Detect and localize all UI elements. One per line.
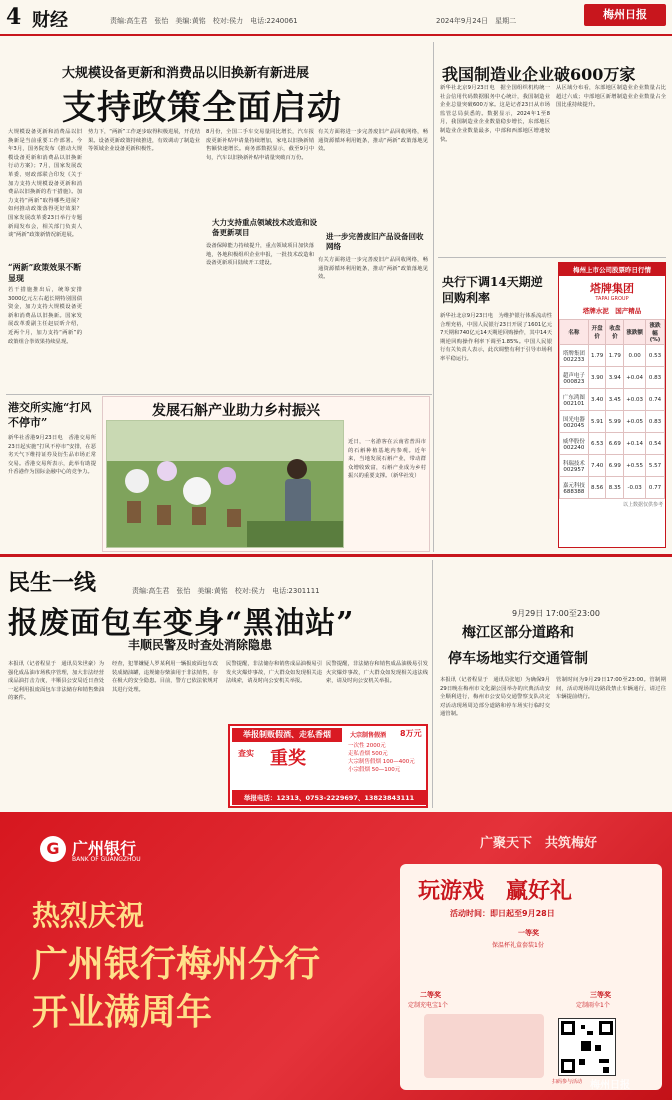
manufacturing-title: 我国制造业企业破600万家 [442, 65, 636, 84]
stock-cell: 5.91 [588, 411, 606, 433]
tipoff-reward-item: 大宗制售假烟 100—400元 [348, 759, 415, 765]
dendrobium-title: 发展石斛产业助力乡村振兴 [152, 403, 320, 419]
qr-code[interactable] [558, 1018, 616, 1076]
stock-company-banner [559, 276, 665, 319]
stock-cell: 国光电器 002045 [560, 411, 589, 433]
minsheng-meta: 责编:高生君 张怡 美编:黄铭 校对:侯力 电话:2301111 [132, 587, 320, 595]
stock-cell: 6.99 [606, 455, 624, 477]
editor-meta: 责编:高生君 张怡 美编:黄铭 校对:侯力 电话:2240061 [110, 17, 298, 25]
bank-celebration-2: 广州银行梅州分行 [32, 943, 321, 985]
lead-body-5b: 有关方面将进一步完善废旧产品回收网络，畅通资源循环利用链条，推动“两新”政策落地见效。 [318, 129, 428, 153]
minsheng-body-1: 本报讯（记者程显于 通讯员朱世豪）为强化成品油市场秩序管理，加大非法经营成品油打击力度，丰顺县公安局近日查处一起利用报废面包车非法储存和销售柴油的案件。 [8, 661, 104, 702]
hk-body: 新华社香港9月23日电 香港交易所23日起实施“打风不停市”安排，在恶劣天气下维持证券及衍生品市场正常交易。香港交易所表示，此举有助提升香港作为国际金融中心的竞争力。 [8, 435, 96, 476]
divider [6, 394, 432, 395]
stock-row [560, 455, 665, 477]
central-bank-title: 央行下调14天期逆回购利率 [442, 275, 543, 305]
lead-subhead-3: 进一步完善废旧产品设备回收网络 [326, 232, 424, 251]
tipoff-ad-phone: 举报电话：12313、0753-2229697、13823843111 [232, 790, 426, 805]
bank-celebration-3: 开业满周年 [32, 991, 213, 1033]
stock-cell: 3.90 [588, 367, 606, 389]
dendrobium-caption: 近日，一名游客在云南省普洱市的石斛种植基地内参观。近年来，当地发展石斛产业，带动群众增收致富，石斛产业成为乡村振兴的重要支撑。（新华社发） [348, 439, 426, 480]
second-prize-label: 二等奖 [420, 991, 441, 999]
lead-body-2: 若干措施推出后，统筹安排3000亿元左右超长期特别国债资金，加力支持大规模设备更新和消费品以旧换新。国家发展改革委副主任赵辰昕介绍，近两个月，加力支持“两新”的政策组合拳效果持续显现。 [8, 287, 82, 345]
stock-cell: 1.79 [606, 345, 624, 367]
company-en: TAPAI GROUP [595, 296, 629, 302]
dendrobium-photo [106, 420, 344, 548]
stock-cell: 8.35 [606, 477, 624, 499]
bank-logo-icon: G [40, 836, 66, 862]
bank-prize-panel [400, 864, 662, 1090]
stock-cell: 5.99 [606, 411, 624, 433]
traffic-body-1: 本报讯（记者程显于 通讯员张旭）为确保9月29日晚在梅州市文化湖公园举办的庆典活动安全顺利进行，梅州市公安局交通警察支队决定对活动现场周边部分道路和停车场实行临时交通管制。 [440, 677, 550, 718]
tipoff-ad-title: 举报制贩假酒、走私香烟 [232, 728, 342, 742]
bank-name-en: BANK OF GUANGZHOU [72, 856, 141, 863]
bank-activity-date: 活动时间：即日起至9月28日 [450, 909, 555, 918]
tipoff-ad-left: 查实 [238, 749, 254, 758]
qr-label: 扫码参与活动 [552, 1079, 583, 1085]
stock-cell: 3.40 [588, 389, 606, 411]
tipoff-ad-reward-title: 大宗制售假酒 [350, 732, 387, 739]
stock-row [560, 367, 665, 389]
stock-column-header: 收盘价 [606, 320, 624, 345]
stock-cell: 5.57 [646, 455, 665, 477]
tipoff-reward-item: 小宗假烟 50—100元 [348, 767, 401, 773]
traffic-title-1: 梅江区部分道路和 [462, 625, 574, 641]
stock-cell: 广东鸿图 002101 [560, 389, 589, 411]
stock-cell: 7.40 [588, 455, 606, 477]
section-name: 财经 [32, 10, 68, 31]
stock-row [560, 411, 665, 433]
prize-gift-box [424, 1014, 544, 1078]
stock-row [560, 389, 665, 411]
stock-note: 以上数据仅供参考 [622, 502, 663, 508]
tipoff-reward-item: 一次性 2000元 [348, 743, 386, 749]
stock-cell: 塔牌集团 002233 [560, 345, 589, 367]
stock-cell: 0.83 [646, 411, 665, 433]
minsheng-body-2: 经查，犯罪嫌疑人罗某利用一辆报废面包车改装成储油罐，违规储存柴油用于非法销售，存在极大的安全隐患。目前，警方已依法依规对其进行处理。 [112, 661, 218, 693]
stock-cell: 0.83 [646, 367, 665, 389]
greenhouse-photo-graphic [107, 421, 344, 548]
lead-body-5: 设备保障能力持续提升，重点领域项目加快落地，各地积极组织企业申报，一批技术改造和设备更新项目陆续开工建设。 [206, 243, 314, 267]
stock-cell: 超声电子 000823 [560, 367, 589, 389]
stock-cell: -0.03 [624, 477, 646, 499]
issue-date: 2024年9月24日 星期二 [436, 17, 517, 25]
stock-cell: 嘉元科技 688388 [560, 477, 589, 499]
stock-column-header: 涨跌幅(%) [646, 320, 665, 345]
manufacturing-body-1: 新华社北京9月23日电 据全国组织机构统一社会信用代码数据服务中心统计，我国制造业企业总量突破600万家。这是记者23日从市场监管总局获悉的。数据显示，2024年1至8月，我国制造业企业数量稳步增长，东部地区制造业企业数量最多，中部和西部地区增速较快。 [440, 85, 550, 143]
stock-cell: 威华股份 002240 [560, 433, 589, 455]
lead-body-3: 势力下，“两新”工作逐步取得积极进展，开花结果。设备更新政策持续推进，有效调动了制造业等领域企业设备更新积极性。 [88, 129, 200, 153]
minsheng-title: 报废面包车变身“黑油站” [8, 606, 355, 641]
lead-title: 支持政策全面启动 [62, 88, 342, 128]
bank-celebration-1: 热烈庆祝 [32, 899, 145, 932]
stock-table [559, 319, 665, 499]
stock-table-panel [558, 262, 666, 548]
minsheng-body-3: 民警提醒，非法储存和销售成品油极易引发火灾爆炸事故，广大群众如发现相关违法线索，请及时向公安机关举报。 [226, 661, 322, 685]
lead-body-6: 有关方面将进一步完善废旧产品回收网络，畅通资源循环利用链条，推动“两新”政策落地见效。 [318, 257, 428, 281]
column-divider [432, 560, 433, 808]
stock-row [560, 345, 665, 367]
minsheng-body-4: 民警提醒，非法储存和销售成品油极易引发火灾爆炸事故，广大群众如发现相关违法线索，请及时向公安机关举报。 [326, 661, 428, 685]
stock-cell: 科瑞技术 002957 [560, 455, 589, 477]
stock-cell: 6.69 [606, 433, 624, 455]
hk-title: 港交所实施“打风不停市” [8, 401, 92, 429]
stock-row [560, 433, 665, 455]
traffic-time: 9月29日 17:00至23:00 [512, 609, 600, 618]
stock-cell: 0.74 [646, 389, 665, 411]
company-name: 塔牌集团 [590, 282, 634, 295]
tipoff-reward-item: 走私香烟 500元 [348, 751, 388, 757]
stock-cell: 3.45 [606, 389, 624, 411]
bank-game-title: 玩游戏 赢好礼 [418, 878, 573, 904]
stock-cell: 0.53 [646, 345, 665, 367]
traffic-title-2: 停车场地实行交通管制 [448, 651, 588, 667]
stock-cell: 8.56 [588, 477, 606, 499]
bank-advertisement [0, 812, 672, 1100]
bank-name: 广州银行 [72, 839, 137, 858]
stock-cell: 6.53 [588, 433, 606, 455]
manufacturing-body-2: 从区域分布看，东部地区制造业企业数量占比超过六成；中部地区新增制造业企业数量占全国比重持续提升。 [556, 85, 666, 109]
stock-cell: +0.04 [624, 367, 646, 389]
central-bank-body: 新华社北京9月23日电 为维护银行体系流动性合理充裕，中国人民银行23日开展了1601亿元7天期和740亿元14天期逆回购操作，其中14天期逆回购操作利率下调至1.85%。中国人民银行有关负责人表示，此次调整有利于引导市场利率平稳运行。 [440, 313, 552, 362]
lead-subhead-1: “两新”政策效果不断显现 [8, 262, 82, 283]
bank-slogan: 广聚天下 共筑梅好 [480, 836, 598, 851]
minsheng-subtitle: 丰顺民警及时查处消除隐患 [128, 638, 273, 652]
first-prize-label: 一等奖 [518, 929, 539, 937]
traffic-body-2: 管制时间为9月29日17:00至23:00。管制期间，活动现场周边路段禁止车辆通行，请过往车辆提前绕行。 [556, 677, 666, 701]
tipoff-ad [228, 724, 428, 808]
third-prize-item: 定制雨伞1个 [576, 1002, 610, 1009]
newspaper-logo: 梅州日报 [584, 4, 666, 26]
first-prize-item: 保温杯礼盒套装1份 [492, 942, 544, 949]
stock-cell: 1.79 [588, 345, 606, 367]
stock-cell: +0.14 [624, 433, 646, 455]
company-slogan: 塔牌水泥 国产精品 [582, 307, 642, 315]
lead-subhead-2: 大力支持重点领域技术改造和设备更新项目 [212, 218, 317, 237]
stock-cell: +0.05 [624, 411, 646, 433]
stock-cell: 0.77 [646, 477, 665, 499]
lead-body-4: 8月份，全国二手车交易量同比增长，汽车报废更新补贴申请量持续增加，家电以旧换新销售额快速增长。商务部数据显示，截至9月中旬，汽车以旧换新补贴申请量突破百万份。 [206, 129, 314, 161]
stock-cell: 0.54 [646, 433, 665, 455]
stock-column-header: 开盘价 [588, 320, 606, 345]
stock-row [560, 477, 665, 499]
tipoff-ad-big: 重奖 [270, 748, 306, 769]
stock-cell: +0.03 [624, 389, 646, 411]
qr-code-icon [559, 1019, 615, 1075]
stock-column-header: 名称 [560, 320, 589, 345]
stock-cell: 0.00 [624, 345, 646, 367]
stock-table-title: 梅州上市公司股票昨日行情 [559, 263, 665, 276]
column-divider [433, 42, 434, 552]
stock-column-header: 涨跌额 [624, 320, 646, 345]
minsheng-label: 民生一线 [8, 570, 97, 596]
stock-cell: 3.94 [606, 367, 624, 389]
tipoff-ad-reward-list [348, 742, 428, 774]
watermark: 梅州日报 [590, 1080, 630, 1091]
page-header [0, 0, 672, 36]
second-prize-item: 定制充电宝1个 [408, 1002, 448, 1009]
section-rule [0, 554, 672, 557]
tipoff-ad-amount: 8万元 [400, 729, 422, 738]
lead-body-1: 大规模设备更新和消费品以旧换新是当前重要工作部署。今年3月，国务院发布《推动大规模设备更新和消费品以旧换新行动方案》；7月，国家发展改革委、财政部联合印发《关于加力支持大规模设备更新和消费品以旧换新的若干措施》。加力支持“两新”取得哪些进展？如何推动政策落得更好效果？国家发展改革委23日举行专题新闻发布会，相关部门负责人谈“两新”政策新情况新进展。 [8, 129, 82, 239]
stock-cell: +0.55 [624, 455, 646, 477]
lead-kicker: 大规模设备更新和消费品以旧换新有新进展 [62, 66, 310, 81]
third-prize-label: 三等奖 [590, 991, 611, 999]
divider [438, 257, 666, 258]
page-number: 4 [6, 4, 22, 30]
